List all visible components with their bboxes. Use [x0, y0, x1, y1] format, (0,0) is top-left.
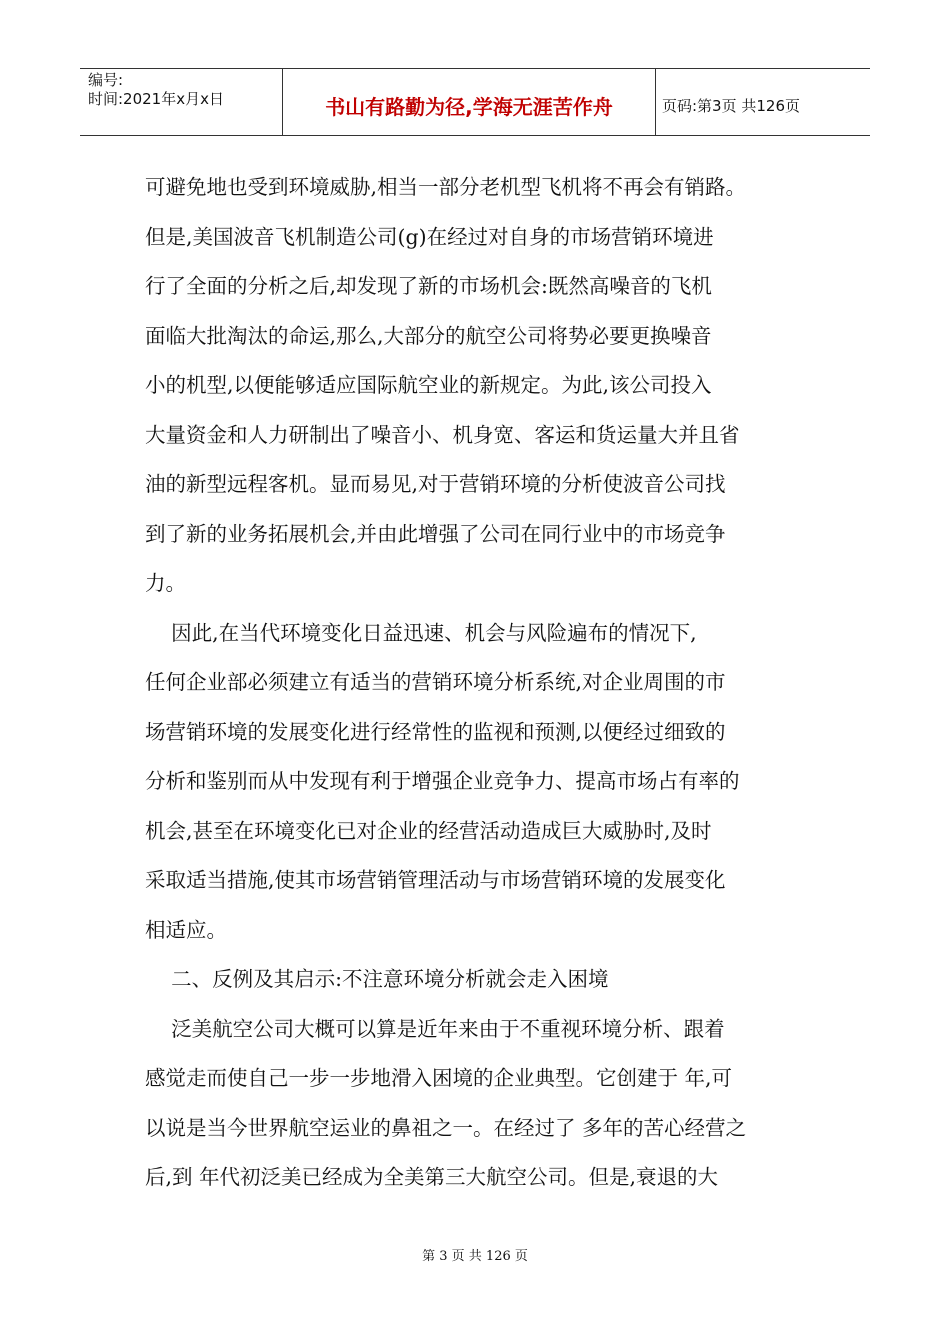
text-line: 面临大批淘汰的命运,那么,大部分的航空公司将势必要更换噪音: [145, 323, 712, 348]
text-line: 因此,在当代环境变化日益迅速、机会与风险遍布的情况下,: [145, 620, 697, 645]
header-left-info: [88, 71, 224, 109]
text-line: 机会,甚至在环境变化已对企业的经营活动造成巨大威胁时,及时: [145, 818, 712, 843]
text-line: 后,到 年代初泛美已经成为全美第三大航空公司。但是,衰退的大: [145, 1165, 719, 1189]
text-line: 任何企业部必须建立有适当的营销环境分析系统,对企业周围的市: [145, 670, 726, 694]
document-body: [145, 163, 805, 1203]
text-line: 场营销环境的发展变化进行经常性的监视和预测,以便经过细致的: [145, 719, 726, 744]
text-line: 可避免地也受到环境威胁,相当一部分老机型飞机将不再会有销路。: [145, 175, 747, 199]
text-line: 小的机型,以便能够适应国际航空业的新规定。为此,该公司投入: [145, 373, 712, 397]
text-line: 以说是当今世界航空运业的鼻祖之一。在经过了 多年的苦心经营之: [145, 1115, 747, 1140]
header-divider: [655, 69, 656, 135]
header-motto: 书山有路勤为径,学海无涯苦作舟: [325, 95, 613, 119]
text-line: 大量资金和人力研制出了噪音小、机身宽、客运和货运量大并且省: [145, 422, 740, 447]
text-line: 泛美航空公司大概可以算是近年来由于不重视环境分析、跟着: [145, 1016, 725, 1041]
text-line: 到了新的业务拓展机会,并由此增强了公司在同行业中的市场竞争: [145, 521, 726, 546]
page-info: 页码:第3页 共126页: [662, 97, 800, 115]
number-label: 编号:: [88, 71, 124, 89]
text-line: 油的新型远程客机。显而易见,对于营销环境的分析使波音公司找: [145, 472, 726, 496]
text-line: 相适应。: [145, 917, 227, 942]
text-line: 力。: [145, 571, 186, 595]
text-line: 但是,美国波音飞机制造公司(g)在经过对自身的市场营销环境进: [145, 224, 714, 249]
page-header: [80, 68, 870, 136]
section-heading: 二、反例及其启示:不注意环境分析就会走入困境: [145, 967, 609, 991]
text-line: 采取适当措施,使其市场营销管理活动与市场营销环境的发展变化: [145, 868, 726, 892]
page-footer: 第 3 页 共 126 页: [422, 1249, 528, 1264]
time-label: 时间:2021年x月x日: [88, 90, 224, 108]
text-line: 分析和鉴别而从中发现有利于增强企业竞争力、提高市场占有率的: [145, 769, 740, 793]
text-line: 行了全面的分析之后,却发现了新的市场机会:既然高噪音的飞机: [145, 274, 712, 298]
text-line: 感觉走而使自己一步一步地滑入困境的企业典型。它创建于 年,可: [145, 1066, 733, 1090]
